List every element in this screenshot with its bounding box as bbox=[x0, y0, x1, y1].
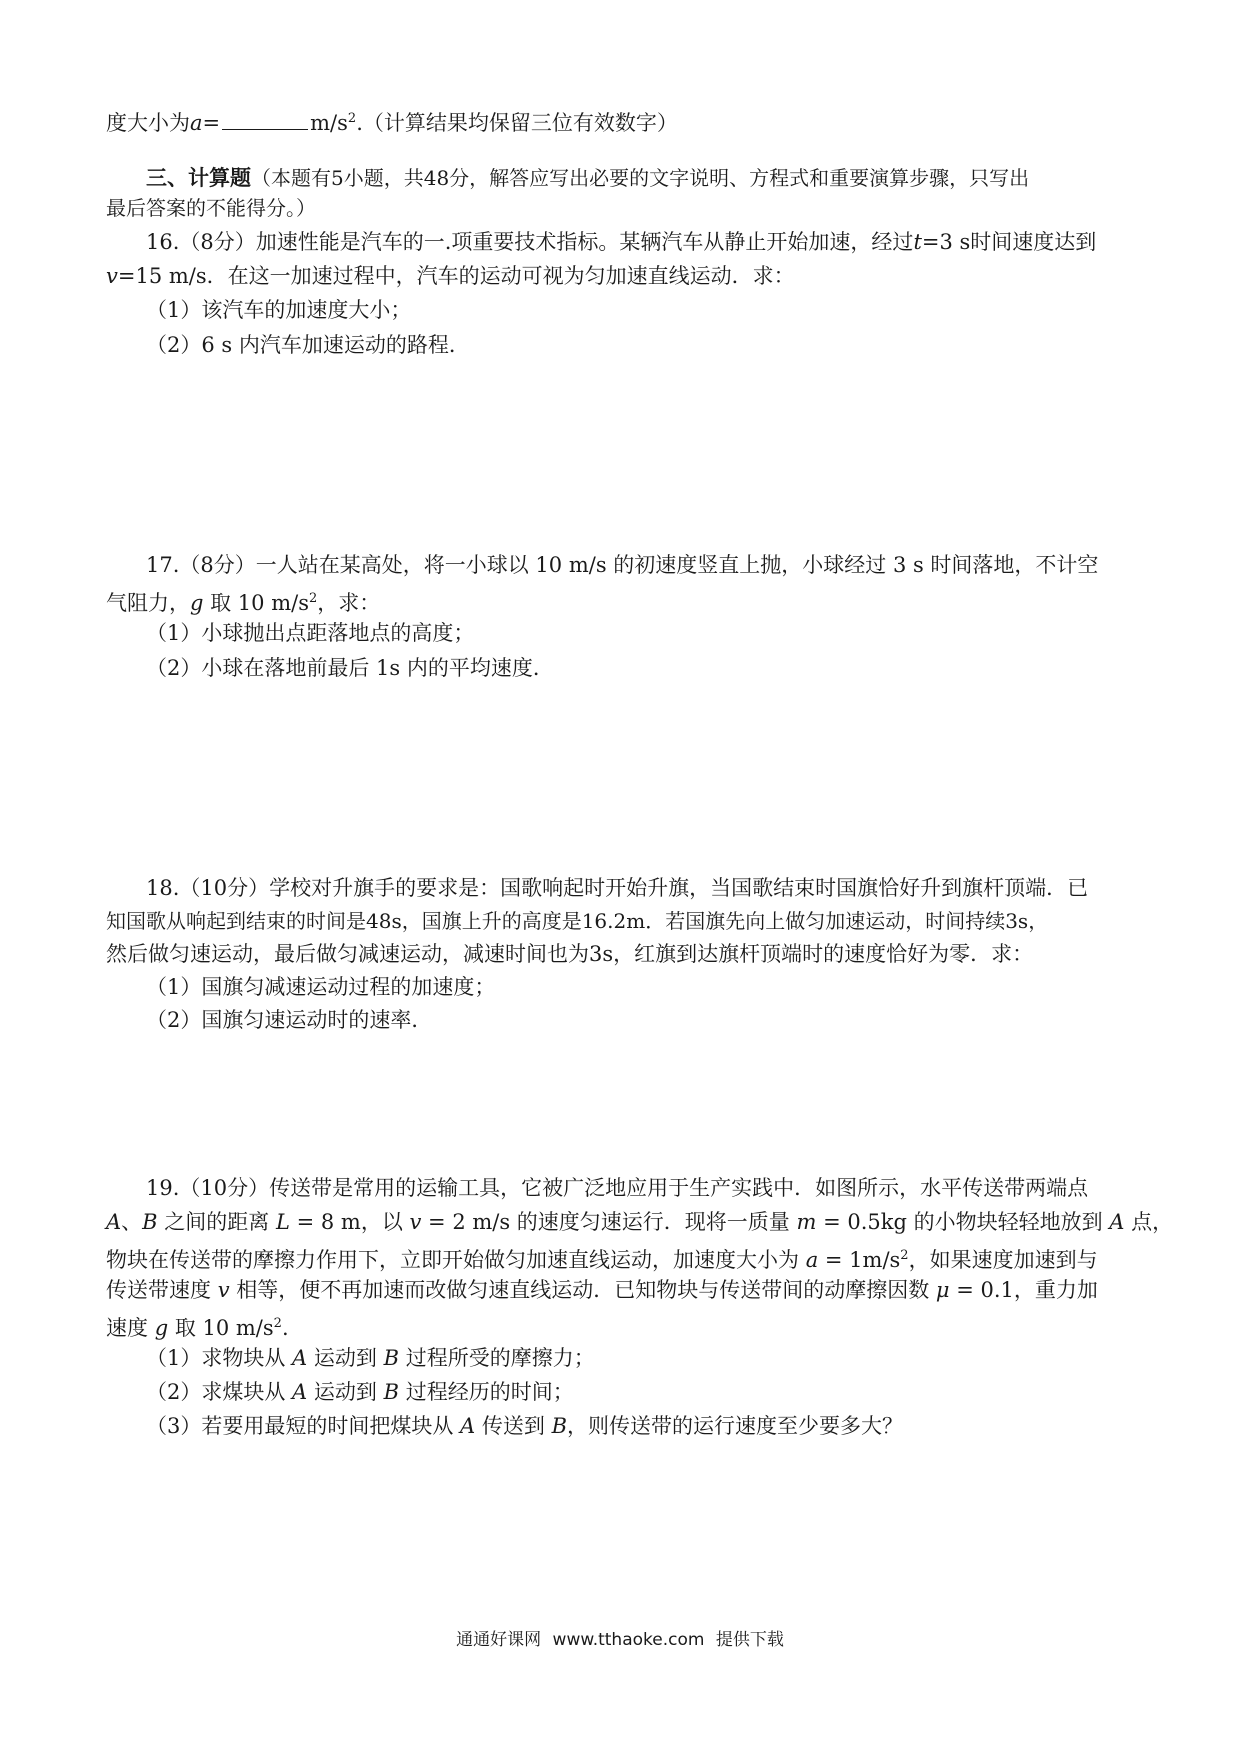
eq-sign: = bbox=[202, 111, 221, 135]
sup-2: 2 bbox=[900, 1248, 909, 1263]
footer-site: 通通好课网 bbox=[456, 1630, 542, 1650]
q17-line1 bbox=[146, 550, 1098, 580]
var-mu: μ bbox=[935, 1278, 950, 1302]
q18-text-b: 知国歌从响起到结束的时间是48s，国旗上升的高度是16.2m．若国旗先向上做匀加速运动，时间持续3s， bbox=[106, 909, 1049, 933]
q19-text-c: = 8 m，以 bbox=[289, 1210, 410, 1234]
q16-text-a: 16.（8分）加速性能是汽车的一.项重要技术指标。某辆汽车从静止开始加速，经过 bbox=[146, 230, 914, 254]
q16-line2 bbox=[106, 261, 795, 291]
answer-blank[interactable] bbox=[222, 111, 308, 130]
section3-desc-1: （本题有5小题，共48分，解答应写出必要的文字说明、方程式和重要演算步骤，只写出 bbox=[251, 166, 1030, 190]
var-B: B bbox=[383, 1346, 400, 1370]
q18-sub2-text: （2）国旗匀速运动时的速率． bbox=[146, 1008, 433, 1032]
var-A: A bbox=[292, 1380, 308, 1404]
footer-url[interactable]: www.tthaoke.com bbox=[552, 1630, 705, 1650]
q19-line3 bbox=[106, 1241, 1098, 1275]
q19-text-l: = 0.1，重力加 bbox=[949, 1278, 1098, 1302]
q18-line1 bbox=[146, 873, 1088, 903]
var-g: g bbox=[190, 591, 204, 615]
footer-text: 提供下载 bbox=[715, 1630, 784, 1650]
q19-sub2 bbox=[146, 1377, 574, 1407]
section3-heading bbox=[146, 163, 1029, 193]
q19-sub1-c: 过程所受的摩擦力； bbox=[399, 1346, 595, 1370]
q19-text-n: 取 10 m/s bbox=[168, 1316, 274, 1340]
q19-text-g: 物块在传送带的摩擦力作用下，立即开始做匀加速直线运动，加速度大小为 bbox=[106, 1248, 806, 1272]
q17-text-d: ，求： bbox=[317, 591, 381, 615]
q19-line5 bbox=[106, 1309, 289, 1343]
q17-sub2 bbox=[146, 653, 554, 683]
sup-2: 2 bbox=[273, 1316, 282, 1331]
q18-sub1 bbox=[146, 972, 495, 1002]
q19-line4 bbox=[106, 1275, 1098, 1305]
var-m: m bbox=[796, 1210, 817, 1234]
q16-sub2 bbox=[146, 330, 470, 360]
q19-text-i: ，如果速度加速到与 bbox=[908, 1248, 1098, 1272]
prev-suffix: .（计算结果均保留三位有效数字） bbox=[356, 111, 678, 135]
q17-sub1-text: （1）小球抛出点距落地点的高度； bbox=[146, 621, 475, 645]
q19-sub3-a: （3）若要用最短的时间把煤块从 bbox=[146, 1414, 461, 1438]
var-t: t bbox=[913, 230, 922, 254]
q18-line3 bbox=[106, 939, 1033, 969]
q18-sub1-text: （1）国旗匀减速运动过程的加速度； bbox=[146, 975, 496, 999]
var-A: A bbox=[292, 1346, 308, 1370]
q19-sub2-b: 运动到 bbox=[307, 1380, 384, 1404]
section3-title: 三、计算题 bbox=[146, 165, 251, 190]
unit-text: m/s bbox=[310, 111, 348, 135]
section3-desc-2: 最后答案的不能得分。） bbox=[106, 196, 316, 220]
q19-text-d: = 2 m/s 的速度匀速运行．现将一质量 bbox=[421, 1210, 797, 1234]
q19-line2 bbox=[106, 1207, 1173, 1237]
q19-text-f: 点， bbox=[1124, 1210, 1174, 1234]
q19-sub2-c: 过程经历的时间； bbox=[399, 1380, 574, 1404]
var-a: a bbox=[190, 111, 203, 135]
q19-text-j: 传送带速度 bbox=[106, 1278, 218, 1302]
q19-line1 bbox=[146, 1173, 1088, 1203]
q19-sub3-b: 传送到 bbox=[475, 1414, 552, 1438]
var-A: A bbox=[106, 1210, 122, 1234]
q17-text-c: 取 10 m/s bbox=[203, 591, 309, 615]
var-B: B bbox=[551, 1414, 568, 1438]
q19-sub2-a: （2）求煤块从 bbox=[146, 1380, 293, 1404]
q16-sub1 bbox=[146, 295, 411, 325]
q17-sub1 bbox=[146, 618, 474, 648]
var-g: g bbox=[154, 1316, 169, 1340]
sup-2: 2 bbox=[308, 591, 318, 606]
q18-sub2 bbox=[146, 1005, 432, 1035]
q18-line2 bbox=[106, 906, 1048, 936]
var-L: L bbox=[275, 1210, 290, 1234]
q17-text-a: 17.（8分）一人站在某高处，将一小球以 10 m/s 的初速度竖直上抛，小球经过 3 s 时间落地，不计空 bbox=[146, 553, 1099, 577]
prev-question-tail bbox=[106, 104, 678, 138]
q19-text-k: 相等，便不再加速而改做匀速直线运动．已知物块与传送带间的动摩擦因数 bbox=[229, 1278, 936, 1302]
var-B: B bbox=[142, 1210, 158, 1234]
var-v: v bbox=[409, 1210, 422, 1234]
var-A: A bbox=[1109, 1210, 1125, 1234]
q19-sub1-b: 运动到 bbox=[307, 1346, 384, 1370]
q19-sub3 bbox=[146, 1411, 903, 1441]
q19-sub1 bbox=[146, 1343, 595, 1373]
sup-2: 2 bbox=[347, 111, 357, 126]
q19-sub3-c: ，则传送带的运行速度至少要多大？ bbox=[567, 1414, 904, 1438]
var-B: B bbox=[383, 1380, 400, 1404]
q19-text-e: = 0.5kg 的小物块轻轻地放到 bbox=[816, 1210, 1110, 1234]
page-footer bbox=[0, 1625, 1240, 1650]
sep: 、 bbox=[121, 1210, 143, 1234]
q16-text-c: =15 m/s．在这一加速过程中，汽车的运动可视为匀加速直线运动．求： bbox=[117, 264, 795, 288]
q19-text-m: 速度 bbox=[106, 1316, 155, 1340]
q18-text-a: 18.（10分）学校对升旗手的要求是：国歌响起时开始升旗，当国歌结束时国旗恰好升到旗杆顶端．已 bbox=[146, 876, 1089, 900]
q19-text-a: 19.（10分）传送带是常用的运输工具，它被广泛地应用于生产实践中．如图所示，水平传送带两端点 bbox=[146, 1176, 1089, 1200]
var-A: A bbox=[460, 1414, 476, 1438]
q19-sub1-a: （1）求物块从 bbox=[146, 1346, 293, 1370]
var-a: a bbox=[805, 1248, 819, 1272]
q17-line2 bbox=[106, 584, 380, 618]
q17-text-b: 气阻力， bbox=[106, 591, 190, 615]
q17-sub2-text: （2）小球在落地前最后 1s 内的平均速度． bbox=[146, 656, 554, 680]
var-v: v bbox=[217, 1278, 230, 1302]
section3-heading-cont bbox=[106, 193, 316, 223]
q16-text-b: =3 s时间速度达到 bbox=[921, 230, 1097, 254]
q16-line1 bbox=[146, 227, 1096, 257]
q16-sub1-text: （1）该汽车的加速度大小； bbox=[146, 298, 412, 322]
q19-text-b: 之间的距离 bbox=[157, 1210, 276, 1234]
prev-text: 度大小为 bbox=[106, 111, 190, 135]
q16-sub2-text: （2）6 s 内汽车加速运动的路程． bbox=[146, 333, 470, 357]
q19-text-o: . bbox=[281, 1316, 289, 1340]
q18-text-c: 然后做匀速运动，最后做匀减速运动，减速时间也为3s，红旗到达旗杆顶端时的速度恰好为零．求： bbox=[106, 942, 1034, 966]
var-v: v bbox=[106, 264, 118, 288]
q19-text-h: = 1m/s bbox=[818, 1248, 901, 1272]
